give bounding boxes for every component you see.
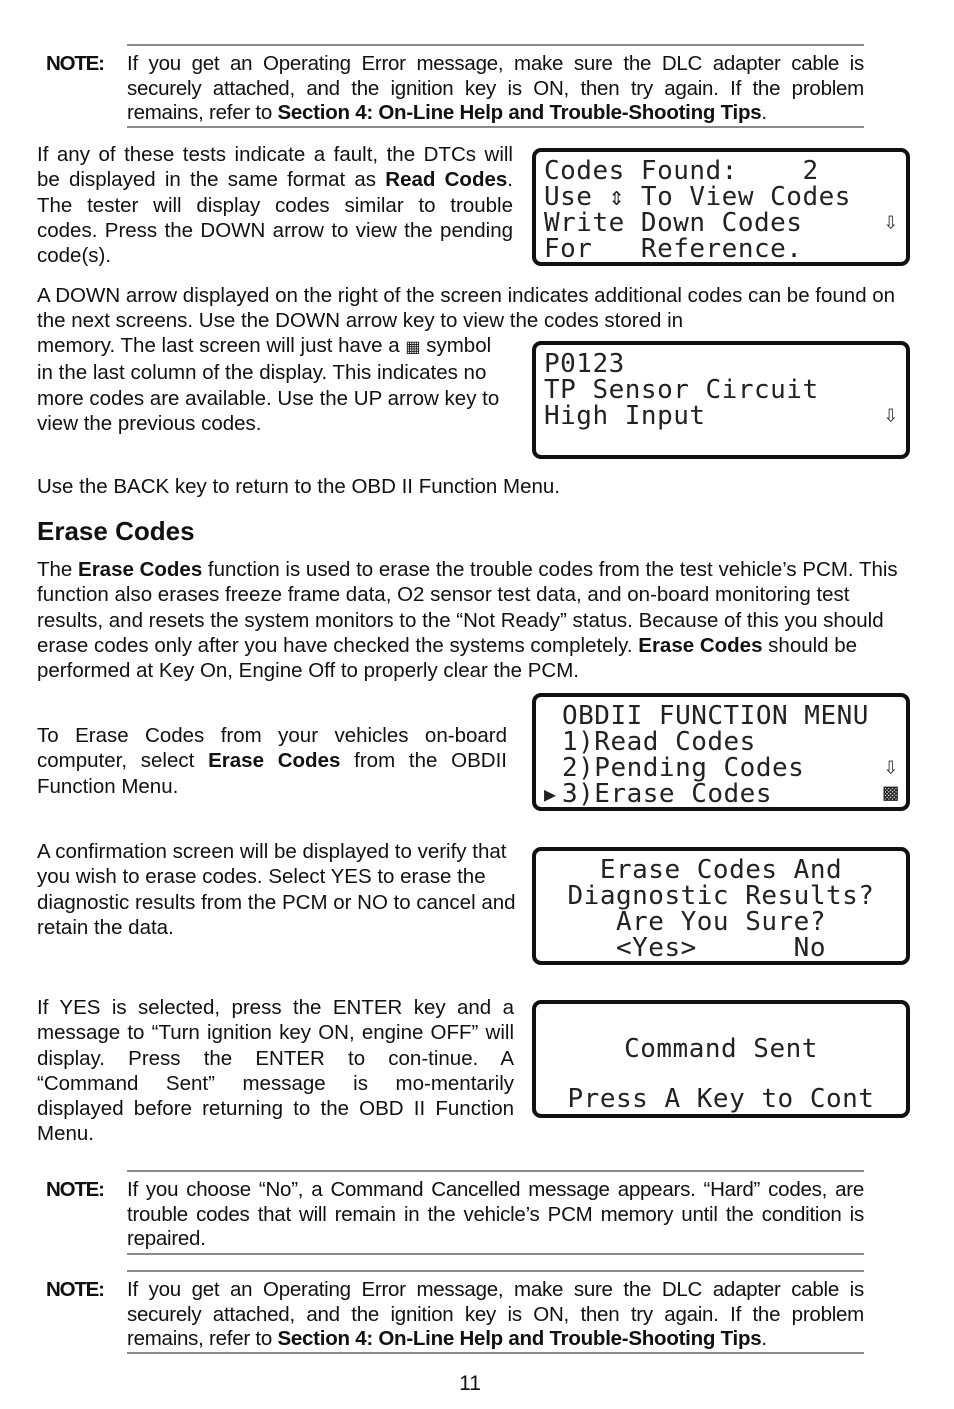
note-label: NOTE: — [46, 1278, 104, 1301]
lcd-confirm-erase: Erase Codes And Diagnostic Results? Are You Sure? <Yes> No — [532, 847, 910, 965]
note-top — [46, 44, 864, 126]
down-arrow-icon: ⇩ — [883, 207, 898, 235]
end-symbol-icon: ▦ — [405, 339, 421, 356]
paragraph-select-erase: To Erase Codes from your vehicles on-board computer, select Erase Codes from the OBDII Function Menu. — [37, 724, 508, 798]
paragraph-confirmation: A confirmation screen will be displayed to verify that you wish to erase codes. Select YES to erase the diagnostic results from the PCM or NO to cancel and retain the data. — [37, 840, 516, 939]
paragraph-dtc-display: If any of these tests indicate a fault, the DTCs will be displayed in the same format as Read Codes. The tester will display codes similar to trouble codes. Press the DOWN arrow to view the pending code(s). — [37, 143, 513, 268]
note-bottom — [46, 1270, 864, 1352]
end-symbol-icon: ▩ — [883, 778, 898, 806]
paragraph-down-arrow: A DOWN arrow displayed on the right of the screen indicates additional codes can be found on the next screens. Use the DOWN arrow key to view the codes stored in — [37, 284, 896, 333]
section-heading: Erase Codes — [37, 516, 195, 546]
paragraph-back-key: Use the BACK key to return to the OBD II Function Menu. — [37, 475, 560, 498]
paragraph-command-sent: If YES is selected, press the ENTER key and a message to “Turn ignition key ON, engine OFF” will display. Press the ENTER to con-tinue. A “Command Sent” message is mo-mentarily displayed before returning to the OBD II Function Menu. — [37, 996, 514, 1146]
lcd-function-menu: OBDII FUNCTION MENU 1)Read Codes 2)Pending Codes ⇩ ▶ 3)Erase Codes ▩ — [532, 693, 910, 811]
selector-arrow-icon: ▶ — [544, 782, 557, 806]
note-text: If you choose “No”, a Command Cancelled message appears. “Hard” codes, are trouble codes that will remain in the vehicle’s PCM memory until the condition is repaired. — [127, 1178, 864, 1250]
paragraph-last-screen: memory. The last screen will just have a ▦ symbol in the last column of the display. This indicates no more codes are available. Use the UP arrow key to view the previous codes. — [37, 334, 500, 435]
down-arrow-icon: ⇩ — [883, 400, 898, 428]
note-no — [46, 1170, 864, 1252]
paragraph-erase-codes: The Erase Codes function is used to erase the trouble codes from the test vehicle’s PCM. This function also erases freeze frame data, O2 sensor test data, and on-board monitoring test results, and resets the system monitors to the “Not Ready” status. Because of this you should erase codes only after you have checked the systems completely. Erase Codes should be performed at Key On, Engine Off to properly clear the PCM. — [37, 558, 898, 683]
note-text: If you get an Operating Error message, make sure the DLC adapter cable is securely attached, and the ignition key is ON, then try again. If the problem remains, refer to Section 4: On-Line Help and Trouble-Shooting Tips. — [127, 52, 864, 124]
lcd-codes-found: Codes Found: 2 Use ⇕ To View Codes Write Down Codes ⇩ For Reference. — [532, 148, 910, 266]
page-number: 11 — [459, 1372, 481, 1395]
note-text: If you get an Operating Error message, make sure the DLC adapter cable is securely attached, and the ignition key is ON, then try again. If the problem remains, refer to Section 4: On-Line Help and Trouble-Shooting Tips. — [127, 1278, 864, 1350]
note-label: NOTE: — [46, 1178, 104, 1201]
note-label: NOTE: — [46, 52, 104, 75]
down-arrow-icon: ⇩ — [883, 752, 898, 780]
lcd-pending-code: P0123 TP Sensor Circuit High Input ⇩ — [532, 341, 910, 459]
lcd-command-sent: Command Sent Press A Key to Cont — [532, 1000, 910, 1118]
